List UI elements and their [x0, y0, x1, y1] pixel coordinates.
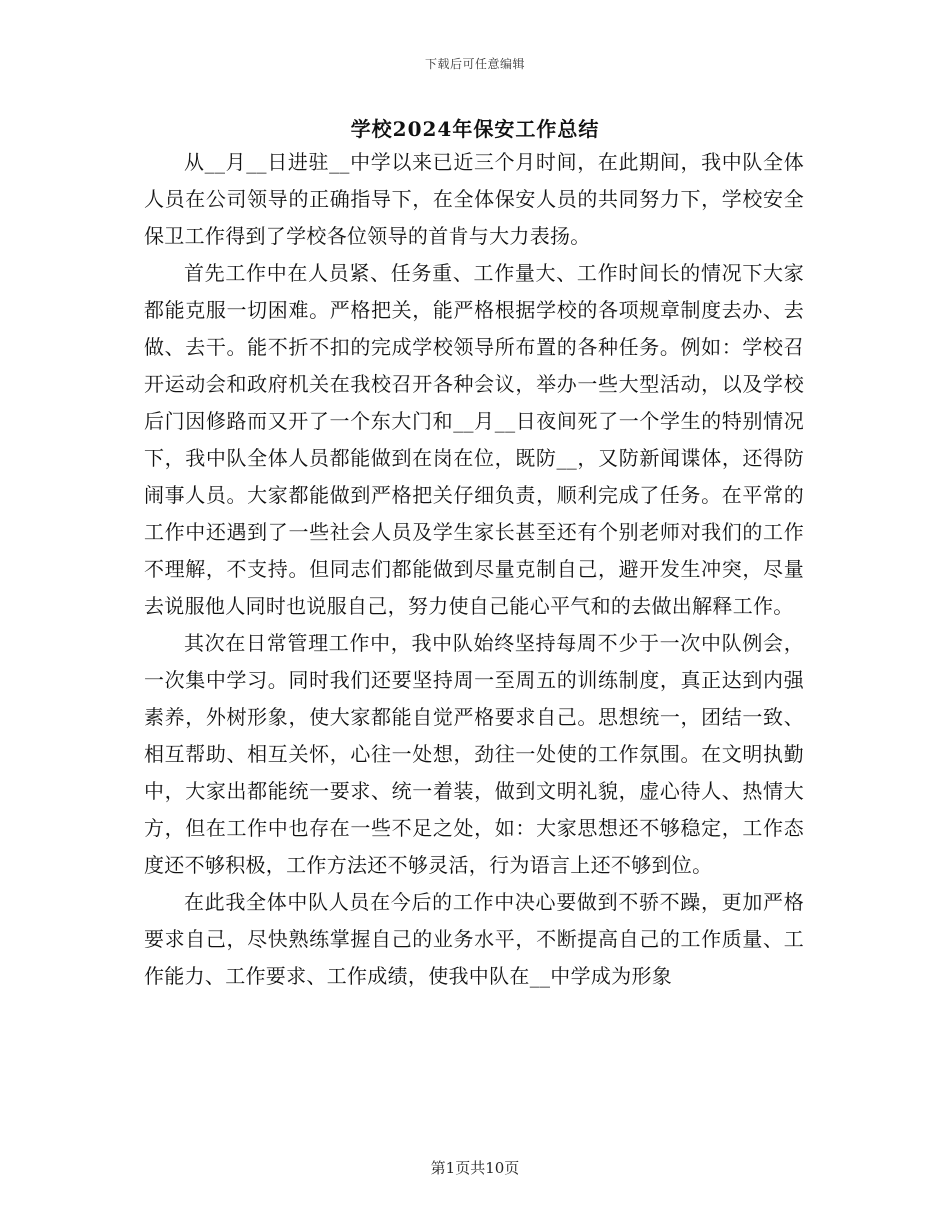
page-number: 第1页共10页 — [430, 1159, 520, 1177]
paragraph-2: 首先工作中在人员紧、任务重、工作量大、工作时间长的情况下大家都能克服一切困难。严格把关，能严格根据学校的各项规章制度去办、去做、去干。能不折不扣的完成学校领导所布置的各种任务。例如：学校召开运动会和政府机关在我校召开各种会议，举办一些大型活动，以及学校后门因修路而又开了一个东大门和__月__日夜间死了一个学生的特别情况下，我中队全体人员都能做到在岗在位，既防__，又防新闻谍体，还得防闹事人员。大家都能做到严格把关仔细负责，顺利完成了任务。在平常的工作中还遇到了一些社会人员及学生家长甚至还有个别老师对我们的工作不理解，不支持。但同志们都能做到尽量克制自己，避开发生冲突，尽量去说服他人同时也说服自己，努力使自己能心平气和的去做出解释工作。 — [144, 261, 804, 618]
document-title: 学校2024年保安工作总结 — [350, 117, 600, 141]
document-body — [144, 144, 804, 995]
editable-note: 下载后可任意编辑 — [424, 57, 525, 71]
paragraph-4: 在此我全体中队人员在今后的工作中决心要做到不骄不躁，更加严格要求自己，尽快熟练掌握自己的业务水平，不断提高自己的工作质量、工作能力、工作要求、工作成绩，使我中队在__中学成为形象 — [144, 890, 804, 988]
paragraph-1: 从__月__日进驻__中学以来已近三个月时间，在此期间，我中队全体人员在公司领导的正确指导下，在全体保安人员的共同努力下，学校安全保卫工作得到了学校各位领导的首肯与大力表扬。 — [144, 150, 804, 248]
paragraph-3: 其次在日常管理工作中，我中队始终坚持每周不少于一次中队例会，一次集中学习。同时我们还要坚持周一至周五的训练制度，真正达到内强素养，外树形象，使大家都能自觉严格要求自己。思想统一，团结一致、相互帮助、相互关怀，心往一处想，劲往一处使的工作氛围。在文明执勤中，大家出都能统一要求、统一着装，做到文明礼貌，虚心待人、热情大方，但在工作中也存在一些不足之处，如：大家思想还不够稳定，工作态度还不够积极，工作方法还不够灵活，行为语言上还不够到位。 — [144, 631, 804, 877]
